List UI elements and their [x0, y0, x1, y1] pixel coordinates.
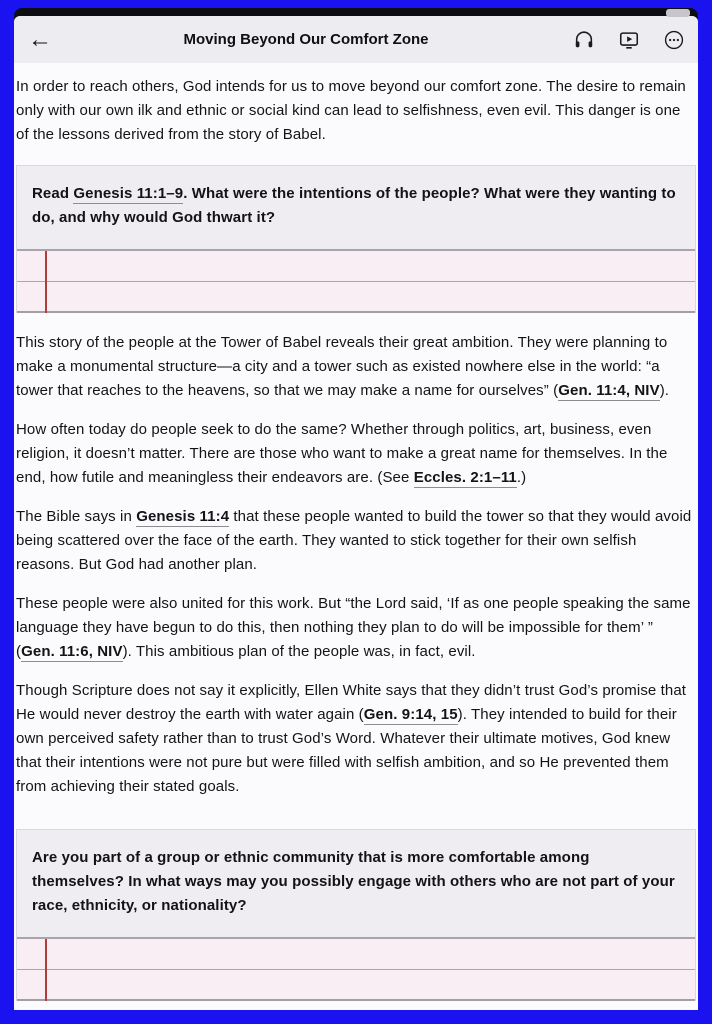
audio-button[interactable] — [572, 28, 596, 52]
margin-line — [45, 939, 47, 1001]
scrollbar-thumb[interactable] — [666, 9, 690, 17]
headphones-icon — [573, 29, 595, 51]
lesson-content — [14, 75, 698, 1001]
answer-area[interactable] — [17, 249, 695, 313]
question-text — [17, 166, 695, 249]
paragraph — [16, 418, 696, 490]
text-segment: The Bible says in — [16, 508, 137, 525]
text-segment: How often today do people seek to do the same? Whether through politics, art, business, even religion, it doesn’t matter. There are those who want to make a great name for themselves. In the end, how futile and meaningless their endeavors are. (See — [16, 421, 668, 486]
paragraph — [16, 592, 696, 664]
text-segment: . What were the intentions of the people? What were they wanting to do, and why would God thwart it? — [32, 185, 676, 226]
text-segment: This story of the people at the Tower of Babel reveals their great ambition. They were planning to make a monumental structure—a city and a tower such as existed nowhere else in the world: “a tower that reaches to the heavens, so that we may make a name for ourselves” ( — [16, 334, 668, 399]
text-segment: Though Scripture does not say it explicitly, Ellen White says that they didn’t trust God’s promise that He would never destroy the earth with water again ( — [16, 682, 687, 723]
back-button[interactable]: ← — [28, 25, 52, 53]
scripture-ref-link[interactable]: Gen. 11:4, NIV — [558, 382, 660, 399]
paragraph — [16, 75, 696, 147]
text-segment: that these people wanted to build the tower so that they would avoid being scattered over the face of the earth. They wanted to stick together for their own selfish reasons. But God had another plan. — [16, 508, 692, 573]
margin-line — [45, 251, 47, 313]
text-segment: ). — [659, 382, 670, 399]
answer-line[interactable] — [17, 970, 695, 1001]
paragraph — [16, 505, 696, 577]
more-options-icon — [663, 29, 685, 51]
text-segment: .) — [516, 469, 527, 486]
page-title: Moving Beyond Our Comfort Zone — [183, 31, 429, 48]
header-actions — [572, 16, 686, 63]
lesson-page — [14, 16, 698, 1010]
text-segment: In order to reach others, God intends for us to move beyond our comfort zone. The desire to remain only with our own ilk and ethnic or social kind can lead to selfishness, even evil. This danger is one of the lessons derived from the story of Babel. — [16, 78, 686, 143]
video-button[interactable] — [617, 28, 641, 52]
paragraph — [16, 679, 696, 799]
scripture-ref-link[interactable]: Genesis 11:4 — [136, 508, 230, 525]
scripture-ref-link[interactable]: Genesis 11:1–9 — [73, 185, 184, 202]
text-segment: Read — [32, 185, 74, 202]
scripture-ref-link[interactable]: Gen. 9:14, 15 — [363, 706, 458, 723]
scripture-ref-link[interactable]: Gen. 11:6, NIV — [21, 643, 123, 660]
text-segment: ). They intended to build for their own perceived safety rather than to trust God’s Word. Whatever their ultimate motives, God knew that their intentions were not pure but were filled with selfish ambition, and so He prevented them from achieving their stated goals. — [16, 706, 677, 795]
text-segment: These people were also united for this work. But “the Lord said, ‘If as one people speaking the same language they have begun to do this, then nothing they plan to do will be impossible for them’ ” ( — [16, 595, 691, 660]
question-box — [16, 829, 696, 1001]
answer-line[interactable] — [17, 251, 695, 282]
app-header — [14, 16, 698, 63]
question-box — [16, 165, 696, 313]
question-text — [17, 830, 695, 937]
answer-area[interactable] — [17, 937, 695, 1001]
more-button[interactable] — [662, 28, 686, 52]
text-segment: ). This ambitious plan of the people was, in fact, evil. — [122, 643, 476, 660]
scripture-ref-link[interactable]: Eccles. 2:1–11 — [413, 469, 517, 486]
text-segment: Are you part of a group or ethnic community that is more comfortable among themselves? In what ways may you possibly engage with others who are not part of your race, ethnicity, or nationality? — [32, 849, 675, 914]
paragraph — [16, 331, 696, 403]
answer-line[interactable] — [17, 282, 695, 313]
answer-line[interactable] — [17, 939, 695, 970]
video-player-icon — [618, 29, 640, 51]
